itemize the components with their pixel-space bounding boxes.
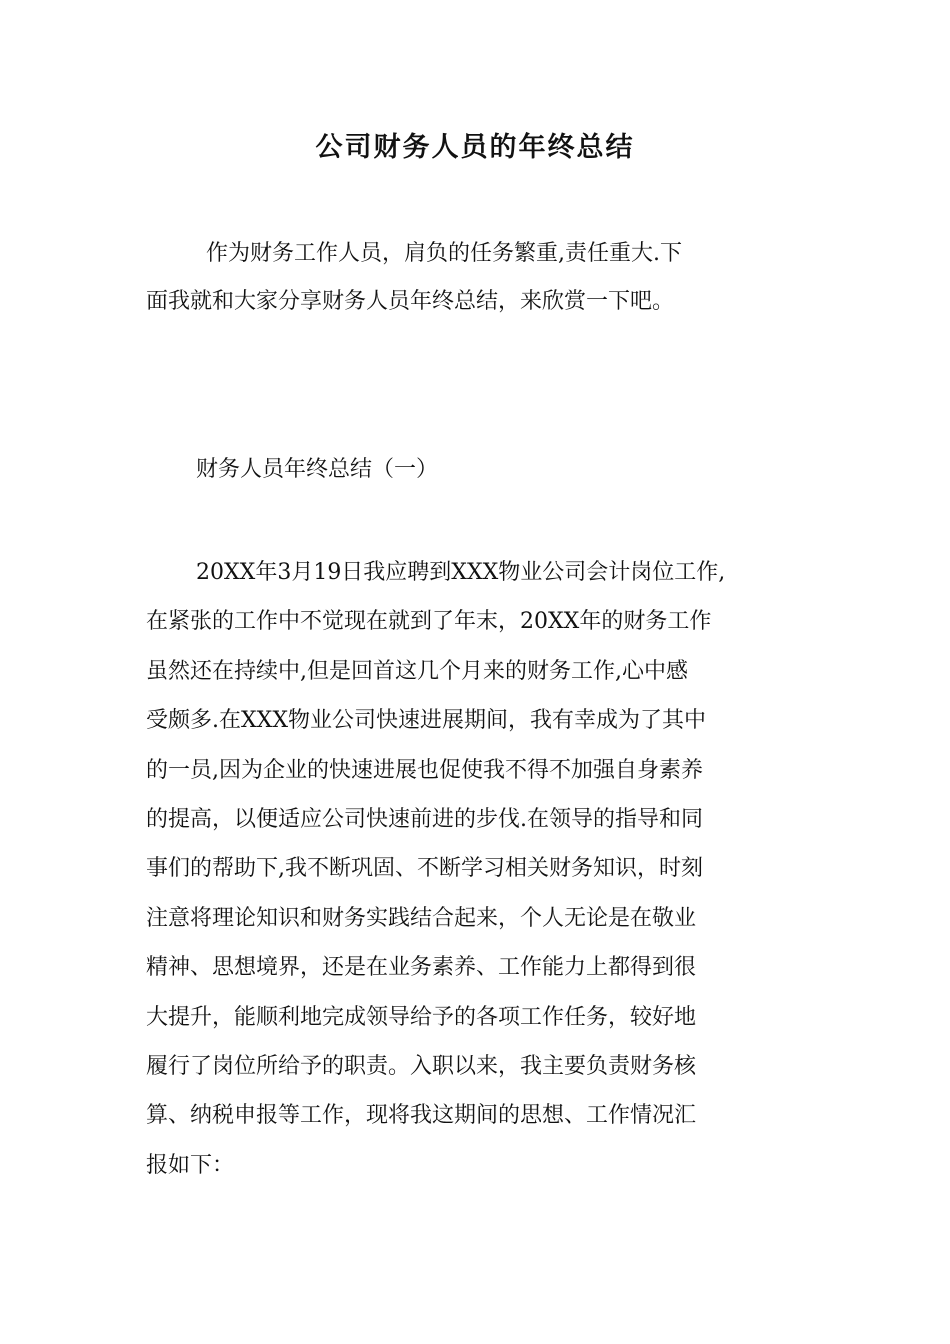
document-title: 公司财务人员的年终总结 — [315, 132, 635, 163]
body-line: 的一员,因为企业的快速进展也促使我不得不加强自身素养 — [146, 757, 703, 783]
body-line: 20XX年3月19日我应聘到XXX物业公司会计岗位工作, — [196, 560, 726, 585]
body-line: 注意将理论知识和财务实践结合起来，个人无论是在敬业 — [146, 905, 697, 931]
intro-line: 作为财务工作人员，肩负的任务繁重,责任重大.下 — [206, 241, 682, 266]
body-line: 大提升，能顺利地完成领导给予的各项工作任务，较好地 — [146, 1004, 697, 1030]
body-line: 精神、思想境界，还是在业务素养、工作能力上都得到很 — [146, 955, 697, 981]
intro-line: 面我就和大家分享财务人员年终总结，来欣赏一下吧。 — [146, 289, 675, 314]
body-line: 的提高，以便适应公司快速前进的步伐.在领导的指导和同 — [146, 807, 703, 833]
body-line: 算、纳税申报等工作，现将我这期间的思想、工作情况汇 — [146, 1103, 697, 1129]
body-line: 在紧张的工作中不觉现在就到了年末，20XX年的财务工作 — [146, 609, 712, 635]
body-paragraph — [146, 548, 806, 1190]
body-line: 履行了岗位所给予的职责。入职以来，我主要负责财务核 — [146, 1054, 697, 1080]
body-line: 虽然还在持续中,但是回首这几个月来的财务工作,心中感 — [146, 658, 688, 684]
section-heading: 财务人员年终总结（一） — [196, 457, 439, 482]
body-line: 受颇多.在XXX物业公司快速进展期间，我有幸成为了其中 — [146, 708, 706, 734]
body-line: 事们的帮助下,我不断巩固、不断学习相关财务知识，时刻 — [146, 856, 703, 882]
intro-paragraph — [146, 230, 806, 326]
body-line: 报如下： — [146, 1152, 235, 1178]
